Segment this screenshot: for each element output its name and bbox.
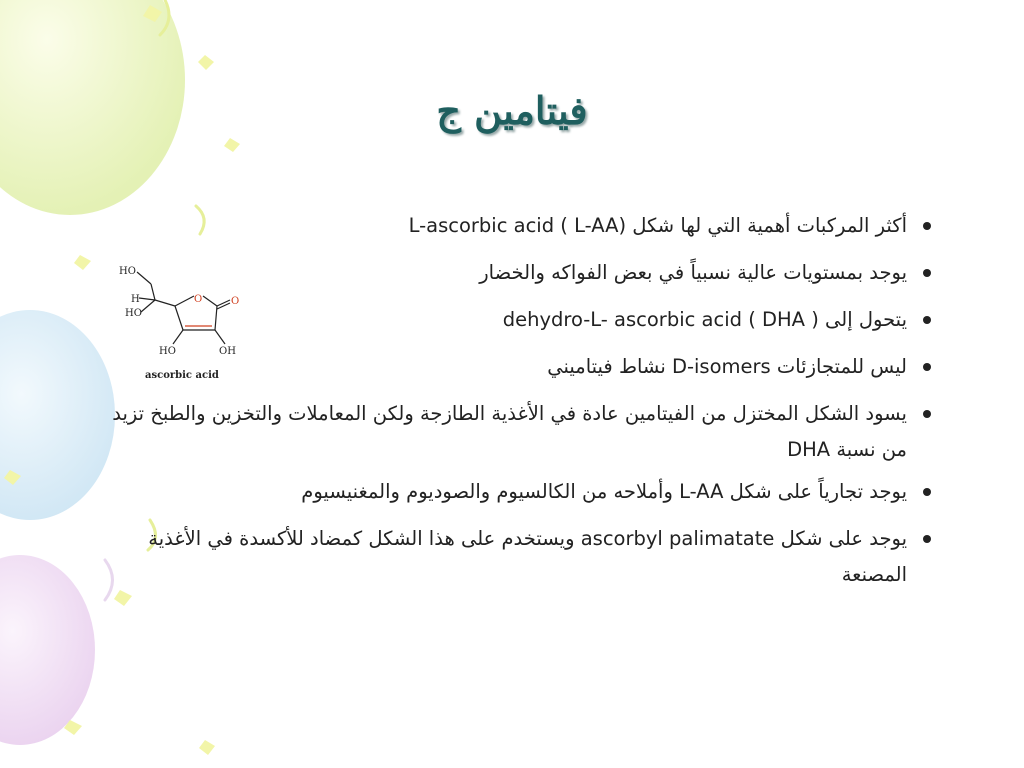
bullet-text: يسود الشكل المختزل من الفيتامين عادة في الأغذية الطازجة ولكن المعاملات والتخزين والطبخ تزيد من نسبة DHA [112, 402, 907, 461]
structure-caption: ascorbic acid [145, 370, 219, 381]
bullet-item [100, 255, 935, 291]
bullet-item [100, 474, 935, 510]
structure-ho-mid: HO [125, 308, 142, 319]
bullet-dot [923, 269, 931, 277]
structure-o-carbonyl: O [231, 296, 240, 307]
bullet-dot [923, 363, 931, 371]
bullet-item [100, 302, 935, 338]
bullet-item [100, 349, 935, 385]
bullet-dot [923, 488, 931, 496]
structure-h: H [131, 294, 140, 305]
bullet-text: يوجد بمستويات عالية نسبياً في بعض الفواكه والخضار [479, 261, 907, 284]
bullet-text: أكثر المركبات أهمية التي لها شكل (L-ascorbic acid ( L-AA [408, 214, 907, 237]
structure-o-ring: O [194, 294, 203, 305]
bullet-dot [923, 535, 931, 543]
bullet-text: يتحول إلى dehydro-L- ascorbic acid ( DHA ) [502, 308, 907, 331]
bullet-text: يوجد تجارياً على شكل L-AA وأملاحه من الكالسيوم والصوديوم والمغنيسيوم [301, 480, 907, 503]
bullet-text: يوجد على شكل ascorbyl palimatate ويستخدم على هذا الشكل كمضاد للأكسدة في الأغذية المصنعة [148, 527, 907, 586]
bullet-list [100, 208, 935, 604]
bullet-item [100, 396, 935, 468]
structure-ho-bottom: HO [159, 346, 176, 357]
bullet-item [100, 208, 935, 244]
slide-title: فيتامين ج [436, 88, 588, 133]
purple-balloon [0, 555, 95, 745]
structure-ho-top: HO [119, 266, 136, 277]
bullet-dot [923, 410, 931, 418]
bullet-dot [923, 222, 931, 230]
bullet-dot [923, 316, 931, 324]
blue-balloon [0, 310, 115, 520]
structure-oh-bottom: OH [219, 346, 236, 357]
bullet-item [100, 521, 935, 593]
bullet-text: ليس للمتجازئات D-isomers نشاط فيتاميني [547, 355, 907, 378]
